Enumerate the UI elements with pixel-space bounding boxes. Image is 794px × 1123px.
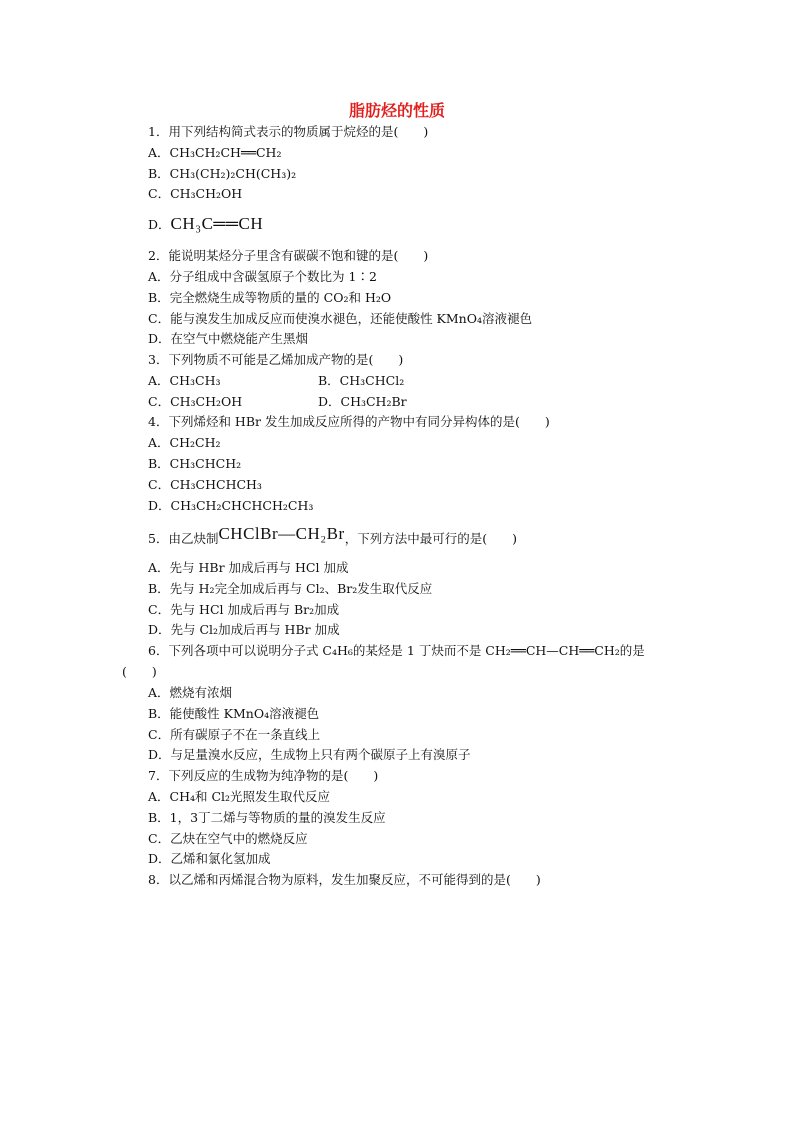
question-5-option-c: C．先与 HCl 加成后再与 Br₂加成 (148, 602, 340, 617)
question-6-option-b: B．能使酸性 KMnO₄溶液褪色 (148, 706, 320, 721)
question-3-option-d: D．CH₃CH₂Br (318, 394, 407, 409)
question-4-option-d: D．CH₃CH₂CHCHCH₂CH₃ (148, 498, 314, 513)
question-2-option-c: C．能与溴发生加成反应而使溴水褪色，还能使酸性 KMnO₄溶液褪色 (148, 311, 532, 326)
question-4-option-b: B．CH₃CHCH₂ (148, 456, 242, 471)
question-2-option-a: A．分子组成中含碳氢原子个数比为 1∶2 (148, 269, 377, 284)
question-5-stem-formula: CHClBr—CH₂Br (218, 524, 345, 543)
page-title: 脂肪烃的性质 (348, 101, 445, 120)
question-3-option-b: B．CH₃CHCl₂ (318, 373, 405, 388)
question-7-option-a: A．CH₄和 Cl₂光照发生取代反应 (148, 789, 331, 804)
question-8-stem: 8．以乙烯和丙烯混合物为原料，发生加聚反应，不可能得到的是( ) (148, 872, 541, 887)
question-7-option-c: C．乙炔在空气中的燃烧反应 (148, 831, 308, 846)
question-1-option-d-formula: CH₃C══CH (170, 214, 264, 233)
question-3-option-c: C．CH₃CH₂OH (148, 394, 243, 409)
question-1-option-b: B．CH₃(CH₂)₂CH(CH₃)₂ (148, 166, 297, 181)
question-6-option-d: D．与足量溴水反应，生成物上只有两个碳原子上有溴原子 (148, 747, 471, 762)
question-6-stem: 6．下列各项中可以说明分子式 C₄H₆的某烃是 1 丁炔而不是 CH₂══CH—CH══CH₂的是 (148, 643, 645, 658)
question-2-option-d: D．在空气中燃烧能产生黑烟 (148, 331, 309, 346)
question-1-stem: 1．用下列结构简式表示的物质属于烷烃的是( ) (148, 124, 429, 139)
question-2-stem: 2．能说明某烃分子里含有碳碳不饱和键的是( ) (148, 248, 429, 263)
question-5-stem-after: ，下列方法中最可行的是( ) (344, 531, 517, 546)
question-6-stem-cont: ( ) (122, 664, 157, 679)
question-7-option-d: D．乙烯和氯化氢加成 (148, 851, 271, 866)
question-5-stem (148, 524, 517, 547)
question-2-option-b: B．完全燃烧生成等物质的量的 CO₂和 H₂O (148, 290, 392, 305)
question-1-option-d-label: D． (148, 217, 171, 232)
question-7-option-b: B．1，3丁二烯与等物质的量的溴发生反应 (148, 810, 386, 825)
question-6-option-a: A．燃烧有浓烟 (148, 685, 233, 700)
question-5-option-b: B．先与 H₂完全加成后再与 Cl₂、Br₂发生取代反应 (148, 581, 433, 596)
question-5-option-a: A．先与 HBr 加成后再与 HCl 加成 (148, 560, 349, 575)
question-4-option-a: A．CH₂CH₂ (148, 435, 221, 450)
question-6-option-c: C．所有碳原子不在一条直线上 (148, 727, 321, 742)
question-5-option-d: D．先与 Cl₂加成后再与 HBr 加成 (148, 622, 340, 637)
question-3-option-a: A．CH₃CH₃ (148, 373, 221, 388)
question-4-option-c: C．CH₃CHCHCH₃ (148, 477, 262, 492)
question-1-option-d (148, 216, 263, 233)
question-4-stem: 4．下列烯烃和 HBr 发生加成反应所得的产物中有同分异构体的是( ) (148, 414, 550, 429)
question-3-stem: 3．下列物质不可能是乙烯加成产物的是( ) (148, 352, 404, 367)
question-7-stem: 7．下列反应的生成物为纯净物的是( ) (148, 768, 379, 783)
question-1-option-c: C．CH₃CH₂OH (148, 186, 243, 201)
question-5-stem-before: 5．由乙炔制 (148, 531, 219, 546)
question-1-option-a: A．CH₃CH₂CH══CH₂ (148, 145, 282, 160)
